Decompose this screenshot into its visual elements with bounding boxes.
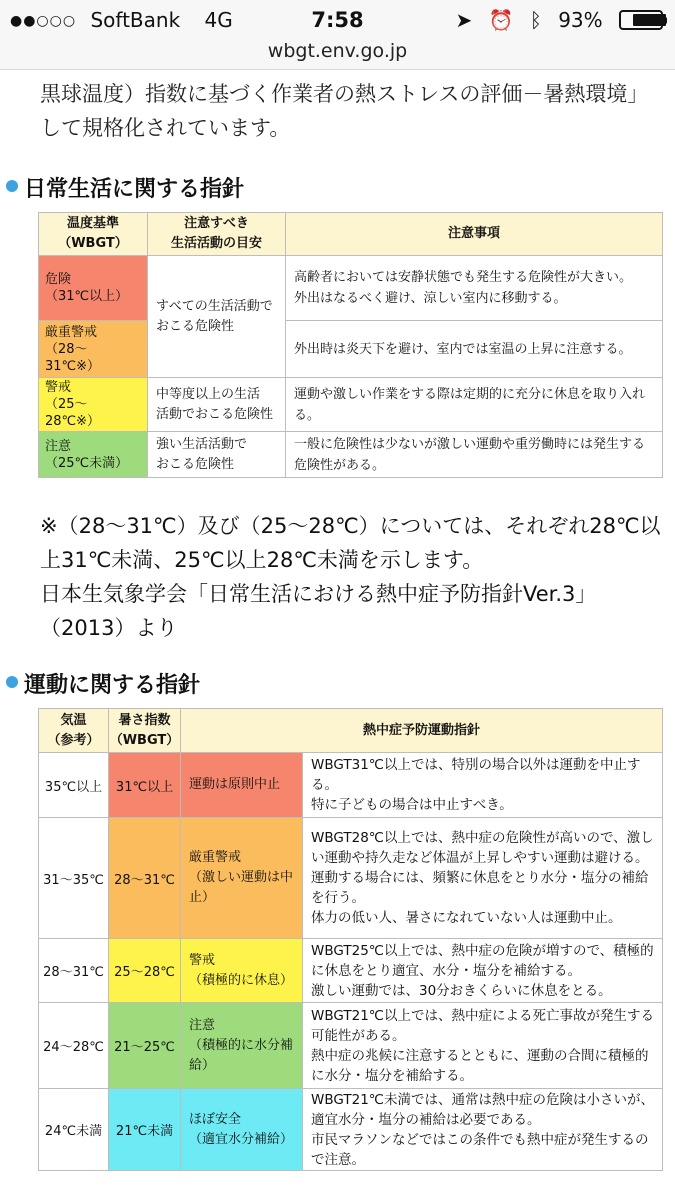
header-guideline: 熱中症予防運動指針 bbox=[181, 709, 663, 753]
status-bar bbox=[0, 0, 675, 70]
battery-percent: 93% bbox=[558, 8, 603, 32]
table-row bbox=[39, 256, 663, 321]
level-cell: 警戒 （積極的に休息） bbox=[181, 939, 303, 1003]
activity-moderate: 中等度以上の生活 活動でおこる危険性 bbox=[148, 378, 286, 432]
level-severe: 厳重警戒 （28～ 31℃※） bbox=[39, 321, 148, 378]
address-bar-url[interactable]: wbgt.env.go.jp bbox=[267, 40, 408, 62]
signal-icon: ●●○○○ bbox=[10, 13, 77, 29]
level-warning: 警戒 （25～ 28℃※） bbox=[39, 378, 148, 432]
level-cell: 運動は原則中止 bbox=[181, 753, 303, 818]
page-content[interactable] bbox=[0, 70, 675, 1200]
section-daily-life-heading bbox=[6, 172, 244, 203]
header-activity: 注意すべき 生活活動の目安 bbox=[148, 213, 286, 256]
header-notes: 注意事項 bbox=[286, 213, 663, 256]
wbgt-cell: 21～25℃ bbox=[109, 1003, 181, 1089]
table-row bbox=[39, 321, 663, 378]
note-warning: 運動や激しい作業をする際は定期的に充分に休息を取り入れる。 bbox=[286, 378, 663, 432]
table-row bbox=[39, 939, 663, 1003]
source-line-1: 日本生気象学会「日常生活における熱中症予防指針Ver.3」 bbox=[40, 582, 597, 606]
header-temperature: 気温 （参考） bbox=[39, 709, 109, 753]
battery-icon bbox=[619, 10, 663, 30]
table-row bbox=[39, 818, 663, 939]
source-line-2: （2013）より bbox=[40, 616, 178, 640]
guideline-cell: WBGT21℃未満では、通常は熱中症の危険は小さいが、適宜水分・塩分の補給は必要である。 市民マラソンなどではこの条件でも熱中症が発生するので注意。 bbox=[303, 1089, 663, 1171]
activity-all: すべての生活活動で おこる危険性 bbox=[148, 256, 286, 378]
exercise-table bbox=[38, 708, 663, 1171]
table-row bbox=[39, 1089, 663, 1171]
bullet-icon bbox=[6, 676, 18, 688]
intro-line-2: して規格化されています。 bbox=[40, 116, 291, 140]
carrier-name: SoftBank bbox=[90, 8, 181, 32]
wbgt-cell: 25～28℃ bbox=[109, 939, 181, 1003]
section-title: 運動に関する指針 bbox=[24, 673, 201, 698]
table-row bbox=[39, 753, 663, 818]
temp-cell: 24～28℃ bbox=[39, 1003, 109, 1089]
clock: 7:58 bbox=[311, 8, 364, 32]
guideline-cell: WBGT21℃以上では、熱中症による死亡事故が発生する可能性がある。 熱中症の兆候に注意するとともに、運動の合間に積極的に水分・塩分を補給する。 bbox=[303, 1003, 663, 1089]
footnote-line-1: ※（28～31℃）及び（25～28℃）については、それぞれ28℃以 bbox=[40, 514, 661, 538]
level-cell: ほぼ安全 （適宜水分補給） bbox=[181, 1089, 303, 1171]
bullet-icon bbox=[6, 180, 18, 192]
section-title: 日常生活に関する指針 bbox=[24, 177, 245, 202]
level-caution: 注意 （25℃未満） bbox=[39, 432, 148, 478]
daily-life-table bbox=[38, 212, 663, 478]
table-row bbox=[39, 432, 663, 478]
footnote-line-2: 上31℃未満、25℃以上28℃未満を示します。 bbox=[40, 548, 484, 572]
wbgt-cell: 31℃以上 bbox=[109, 753, 181, 818]
intro-line-1: 黒球温度）指数に基づく作業者の熱ストレスの評価－暑熱環境」 bbox=[40, 82, 649, 106]
activity-strong: 強い生活活動で おこる危険性 bbox=[148, 432, 286, 478]
table-header-row bbox=[39, 213, 663, 256]
temp-cell: 28～31℃ bbox=[39, 939, 109, 1003]
level-cell: 注意 （積極的に水分補給） bbox=[181, 1003, 303, 1089]
guideline-cell: WBGT28℃以上では、熱中症の危険性が高いので、激しい運動や持久走など体温が上昇しやすい運動は避ける。 運動する場合には、頻繁に休息をとり水分・塩分の補給を行う。 体力の低い人、暑さになれていない人は運動中止。 bbox=[303, 818, 663, 939]
section-exercise-heading bbox=[6, 668, 200, 699]
table-row bbox=[39, 378, 663, 432]
table-header-row bbox=[39, 709, 663, 753]
guideline-cell: WBGT25℃以上では、熱中症の危険が増すので、積極的に休息をとり適宜、水分・塩分を補給する。 激しい運動では、30分おきくらいに休息をとる。 bbox=[303, 939, 663, 1003]
temp-cell: 31～35℃ bbox=[39, 818, 109, 939]
note-severe: 外出時は炎天下を避け、室内では室温の上昇に注意する。 bbox=[286, 321, 663, 378]
network-type: 4G bbox=[204, 8, 233, 32]
wbgt-cell: 21℃未満 bbox=[109, 1089, 181, 1171]
wbgt-cell: 28～31℃ bbox=[109, 818, 181, 939]
battery-fill bbox=[633, 14, 666, 26]
header-wbgt: 温度基準 （WBGT） bbox=[39, 213, 148, 256]
table-row bbox=[39, 1003, 663, 1089]
status-icons bbox=[445, 8, 663, 32]
alarm-icon: ⏰ bbox=[488, 8, 514, 32]
guideline-cell: WBGT31℃以上では、特別の場合以外は運動を中止する。 特に子どもの場合は中止すべき。 bbox=[303, 753, 663, 818]
level-danger: 危険 （31℃以上） bbox=[39, 256, 148, 321]
temp-cell: 35℃以上 bbox=[39, 753, 109, 818]
temp-cell: 24℃未満 bbox=[39, 1089, 109, 1171]
note-caution: 一般に危険性は少ないが激しい運動や重労働時には発生する危険性がある。 bbox=[286, 432, 663, 478]
level-cell: 厳重警戒 （激しい運動は中止） bbox=[181, 818, 303, 939]
header-wbgt: 暑さ指数 （WBGT） bbox=[109, 709, 181, 753]
location-arrow-icon: ➤ bbox=[455, 8, 473, 32]
note-danger: 高齢者においては安静状態でも発生する危険性が大きい。 外出はなるべく避け、涼しい室内に移動する。 bbox=[286, 256, 663, 321]
bluetooth-icon: ᛒ bbox=[529, 8, 542, 32]
